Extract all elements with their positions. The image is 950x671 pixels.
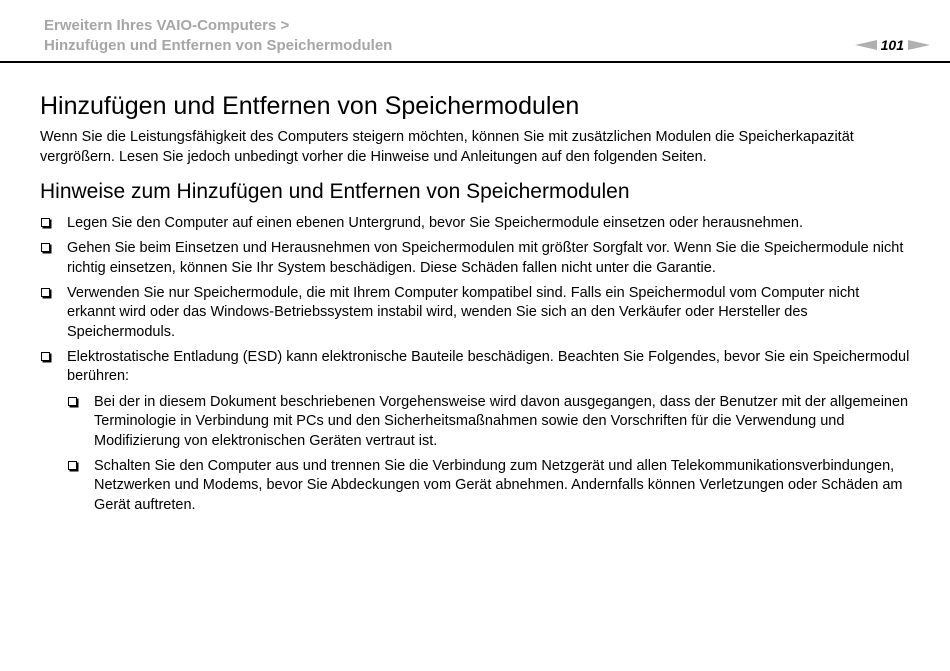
list-item [40,239,910,278]
checkbox-bullet-icon [68,397,77,406]
sublist-item-text: Bei der in diesem Dokument beschriebenen Vorgehensweise wird davon ausgegangen, dass der Benutzer mit der allgemeinen Terminologie in Verbindung mit PCs und den Sicherheitsmaßnahmen sowie den Vorschriften für die Verwendung und Modifizierung von elektronischen Geräten vertraut ist. [94,393,909,449]
list-item [40,348,910,516]
list-item [40,214,910,234]
list-item-text: Elektrostatische Entladung (ESD) kann elektronische Bauteile beschädigen. Beachten Sie Folgendes, bevor Sie ein Speichermodul berühren: [67,348,910,384]
checkbox-bullet-icon [41,352,50,361]
list-item-text: Legen Sie den Computer auf einen ebenen Untergrund, bevor Sie Speichermodule einsetzen oder herausnehmen. [67,215,803,231]
breadcrumb-chapter[interactable]: Erweitern Ihres VAIO-Computers > [44,17,290,34]
next-page-arrow-icon[interactable] [908,40,930,50]
page-navigation [855,36,930,54]
page-header [0,0,950,63]
header-divider [0,61,950,63]
sublist-item-text: Schalten Sie den Computer aus und trennen Sie die Verbindung zum Netzgerät und allen Telekommunikationsverbindungen, Netzwerken und Modems, bevor Sie Abdeckungen vom Gerät abnehmen. Andernfalls können Verletzungen oder Schäden am Gerät auftreten. [94,457,903,513]
checkbox-bullet-icon [41,243,50,252]
checkbox-bullet-icon [68,461,77,470]
list-item-text: Verwenden Sie nur Speichermodule, die mit Ihrem Computer kompatibel sind. Falls ein Speichermodul vom Computer nicht erkannt wird oder das Windows-Betriebssystem instabil wird, wenden Sie sich an den Verkäufer oder Hersteller des Speichermoduls. [67,284,860,340]
page-content [40,90,910,521]
breadcrumb-section[interactable]: Hinzufügen und Entfernen von Speichermodulen [44,37,393,54]
previous-page-arrow-icon[interactable] [855,40,877,50]
checkbox-bullet-icon [41,218,50,227]
list-item [40,284,910,343]
breadcrumb [44,16,392,56]
notes-list [40,214,910,515]
sublist-item [67,457,910,516]
esd-sublist [67,393,910,516]
sublist-item [67,393,910,452]
intro-paragraph: Wenn Sie die Leistungsfähigkeit des Computers steigern möchten, können Sie mit zusätzlichen Modulen die Speicherkapazität vergrößern. Lesen Sie jedoch unbedingt vorher die Hinweise und Anleitungen auf den folgenden Seiten. [40,129,854,165]
page-number: 101 [880,37,904,53]
list-item-text: Gehen Sie beim Einsetzen und Herausnehmen von Speichermodulen mit größter Sorgfalt vor. Wenn Sie die Speichermodule nicht richtig einsetzen, können Sie Ihr System beschädigen. Diese Schäden fallen nicht unter die Garantie. [67,240,904,276]
section-heading: Hinweise zum Hinzufügen und Entfernen von Speichermodulen [40,180,630,203]
page-title: Hinzufügen und Entfernen von Speichermodulen [40,92,580,120]
checkbox-bullet-icon [41,288,50,297]
